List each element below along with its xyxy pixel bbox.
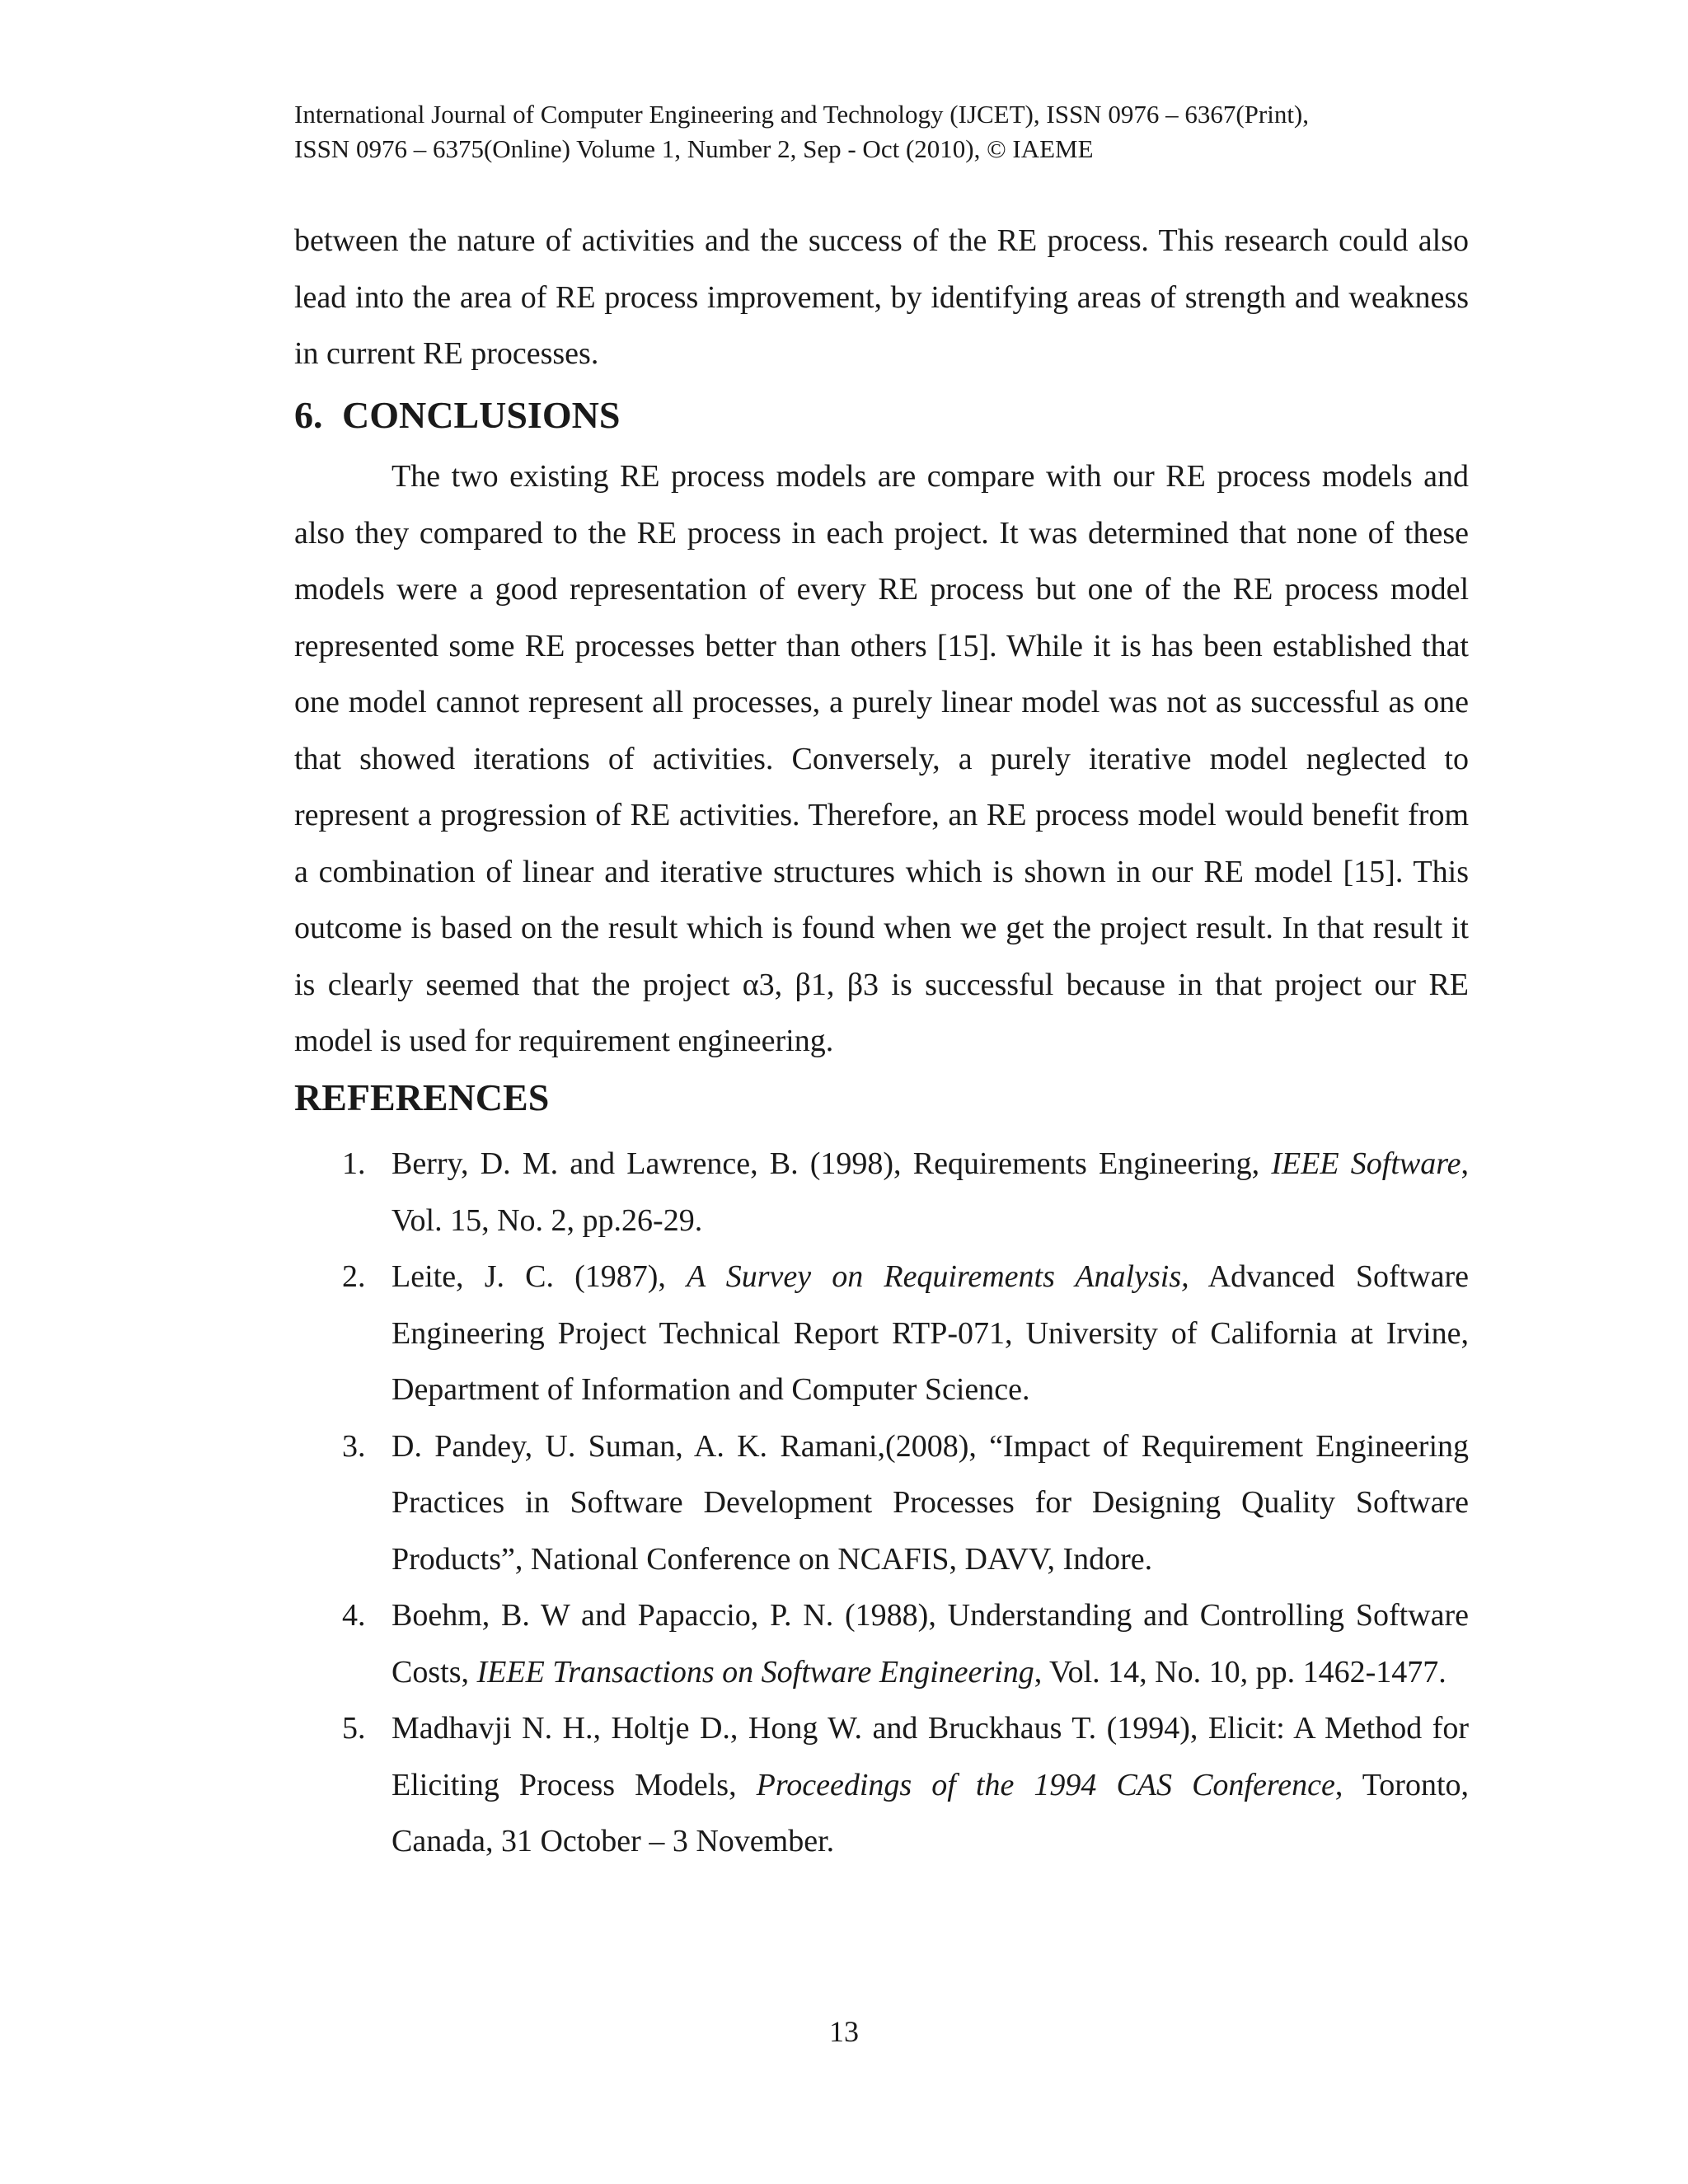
reference-number: 5. (342, 1711, 366, 1746)
conclusions-section-number: 6. (294, 394, 323, 436)
reference-text: Leite, J. C. (1987), (392, 1259, 687, 1294)
reference-number: 4. (342, 1598, 366, 1633)
journal-header-line-2: ISSN 0976 – 6375(Online) Volume 1, Number 2, Sep - Oct (2010), © IAEME (294, 134, 1094, 163)
conclusions-heading (294, 392, 620, 438)
reference-item (294, 1136, 1469, 1249)
reference-italic-title: A Survey on Requirements Analysis, (687, 1259, 1189, 1294)
reference-italic-title: Proceedings of the 1994 CAS Conference (756, 1767, 1335, 1802)
reference-text-end: , Vol. 14, No. 10, pp. 1462-1477. (1034, 1654, 1447, 1690)
reference-text-end: Advanced Software Engineering Project Technical Report RTP-071, University of California at Irvine, Department of Information and Computer Science. (392, 1259, 1469, 1407)
journal-header-line-1: International Journal of Computer Engineering and Technology (IJCET), ISSN 0976 – 6367(Print), (294, 100, 1310, 129)
reference-text-end: , Vol. 15, No. 2, pp.26-29. (392, 1146, 1469, 1238)
conclusions-title: CONCLUSIONS (342, 394, 621, 436)
reference-text: Boehm, B. W and Papaccio, P. N. (1988), Understanding and Controlling Software Costs, (392, 1598, 1469, 1690)
conclusions-body (294, 448, 1469, 1070)
intro-paragraph: between the nature of activities and the success of the RE process. This research could also lead into the area of RE process improvement, by identifying areas of strength and weakness in current RE processes. (294, 223, 1469, 371)
reference-text: Madhavji N. H., Holtje D., Hong W. and Bruckhaus T. (1994), Elicit: A Method for Eliciting Process Models, (392, 1711, 1469, 1802)
conclusions-paragraph: The two existing RE process models are compare with our RE process models and also they compared to the RE process in each project. It was determined that none of these models were a good representation of every RE process but one of the RE process model represented some RE processes better than others [15]. While it is has been established that one model cannot represent all processes, a purely linear model was not as successful as one that showed iterations of activities. Conversely, a purely iterative model neglected to represent a progression of RE activities. Therefore, an RE process model would benefit from a combination of linear and iterative structures which is shown in our RE model [15]. This outcome is based on the result which is found when we get the project result. In that result it is clearly seemed that the project α3, β1, β3 is successful because in that project our RE model is used for requirement engineering. (294, 459, 1469, 1058)
references-list (294, 1136, 1469, 1870)
journal-header (294, 97, 1498, 166)
reference-text: Berry, D. M. and Lawrence, B. (1998), Requirements Engineering, (392, 1146, 1272, 1181)
reference-text: D. Pandey, U. Suman, A. K. Ramani,(2008), “Impact of Requirement Engineering Practices in Software Development Processes for Designing Quality Software Products”, National Conference on NCAFIS, DAVV, Indore. (392, 1428, 1469, 1577)
references-heading: REFERENCES (294, 1076, 550, 1118)
intro-paragraph-block (294, 213, 1469, 382)
reference-number: 2. (342, 1259, 366, 1294)
reference-item (294, 1587, 1469, 1700)
reference-text-end: , Toronto, Canada, 31 October – 3 November. (392, 1767, 1469, 1858)
reference-number: 1. (342, 1146, 366, 1181)
page-number: 13 (829, 2015, 859, 2048)
reference-italic-title: IEEE Software (1271, 1146, 1461, 1181)
reference-item (294, 1418, 1469, 1588)
reference-item (294, 1700, 1469, 1870)
reference-italic-title: IEEE Transactions on Software Engineering (476, 1654, 1034, 1690)
reference-number: 3. (342, 1428, 366, 1464)
reference-item (294, 1249, 1469, 1418)
